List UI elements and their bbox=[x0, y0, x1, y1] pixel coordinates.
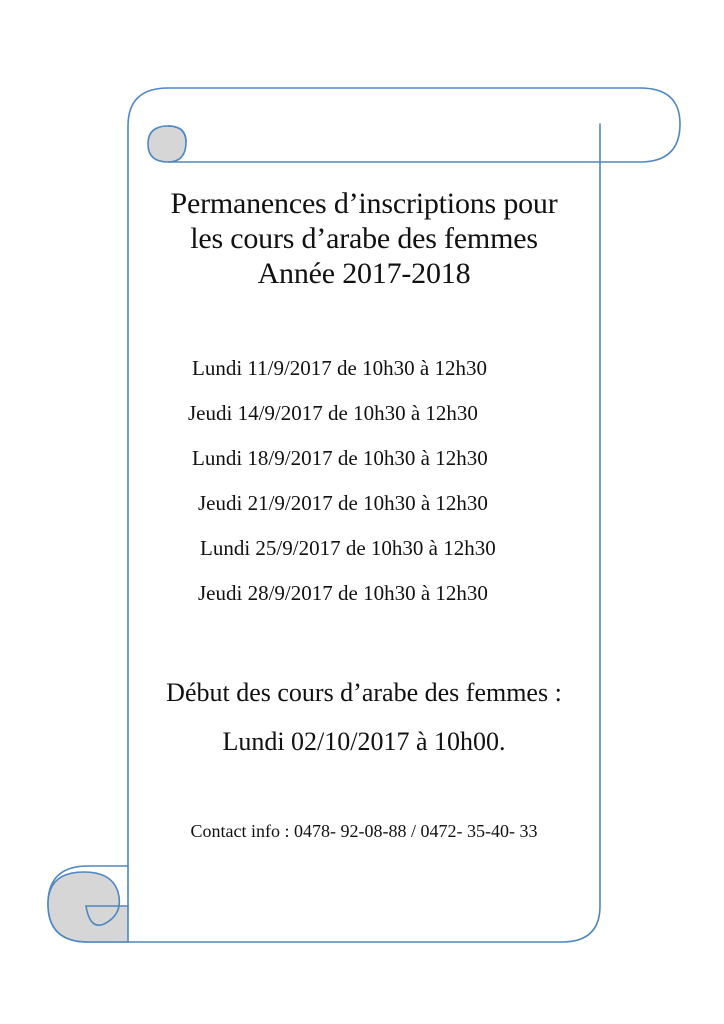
course-start-label: Début des cours d’arabe des femmes : bbox=[166, 678, 562, 707]
contact-info: Contact info : 0478- 92-08-88 / 0472- 35-40- 33 bbox=[190, 821, 538, 841]
title-line: Année 2017-2018 bbox=[257, 257, 471, 290]
schedule-item: Jeudi 21/9/2017 de 10h30 à 12h30 bbox=[198, 491, 488, 515]
scroll-top-roll bbox=[168, 88, 680, 162]
top-curl-icon bbox=[148, 126, 186, 162]
page-title bbox=[128, 186, 600, 291]
course-start-date: Lundi 02/10/2017 à 10h00. bbox=[222, 727, 506, 756]
schedule-item: Jeudi 28/9/2017 de 10h30 à 12h30 bbox=[198, 581, 488, 605]
title-line: les cours d’arabe des femmes bbox=[190, 222, 538, 255]
title-line: Permanences d’inscriptions pour bbox=[170, 187, 558, 220]
schedule-item: Lundi 11/9/2017 de 10h30 à 12h30 bbox=[192, 356, 487, 380]
schedule-item: Lundi 18/9/2017 de 10h30 à 12h30 bbox=[192, 446, 488, 470]
schedule-item: Lundi 25/9/2017 de 10h30 à 12h30 bbox=[200, 536, 496, 560]
schedule-item: Jeudi 14/9/2017 de 10h30 à 12h30 bbox=[188, 401, 478, 425]
bottom-curl-icon bbox=[48, 872, 128, 942]
